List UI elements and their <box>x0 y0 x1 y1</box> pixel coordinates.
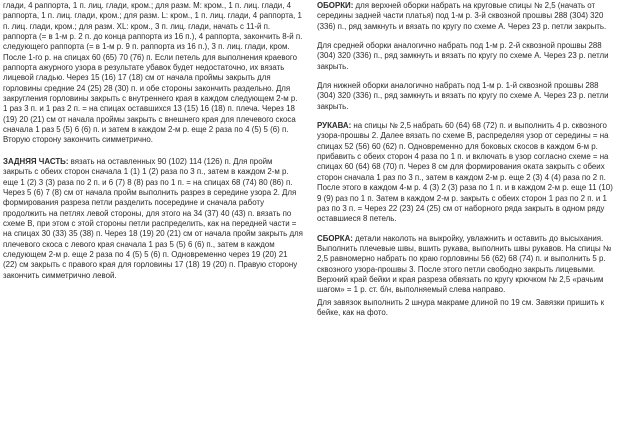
bottom-ruffle-paragraph: Для нижней оборки аналогично набрать под 1-м р. 1-й сквозной прошвы 288 (304) 320 (336) п., ряд замкнуть и вязать по кругу по схеме А. Через 23 р. петли закрыть. <box>317 81 609 111</box>
ruffles-paragraph <box>317 1 617 32</box>
back-part-heading: ЗАДНЯЯ ЧАСТЬ: <box>3 156 69 166</box>
assembly-heading: СБОРКА: <box>317 233 353 243</box>
assembly-paragraph <box>317 234 617 296</box>
back-part-text: вязать на оставленных 90 (102) 114 (126) п. Для пройм закрыть с обеих сторон сначала 1 (1) 1 (2) раза по 3 п., затем в каждом 2-м р. еще 1 (2) 3 (3) раза по 2 п. и 6 (7) 8 (8) раз по 1 п. = на спицах 68 (74) 80 (86) п. Через 5 (6) 7 (8) см от начала пройм выполнить разрез в середине узора 2. Для формирования разреза петли разделить посередине и сначала работу продолжить на петлях левой стороны, для этого на 34 (37) 40 (43) п. вязать по схеме В, при этом с этой стороны петли распределить, как на передней части = на спицах 30 (33) 35 (38) п. Через 18 (19) 20 (21) см от начала пройм закрыть для плечевого скоса с левого края сначала 1 раз 5 (5) 6 (6) п., затем в каждом следующем 2-м р. еще 2 раза по 4 (5) 5 (6) п. Одновременно через 19 (20) 21 (22) см закрыть с правого края для горловины 17 (18) 19 (20) п. Правую сторону закончить симметрично левой. <box>3 156 303 280</box>
assembly-text: детали наколоть на выкройку, увлажнить и оставить до высыхания. Выполнить плечевые швы, вшить рукава, выполнить швы рукавов. На спицы № 2,5 равномерно набрать по краю горловины 56 (62) 68 (74) п. и выполнить 5 р. сквозного узора-прошвы 3. После этого петли свободно закрыть лицевыми. Верхний край бейки и края разреза обвязать по кругу крючком № 2,5 «рачьим шагом» = 1 р. ст. б/н, выполняемый слева направо. <box>317 233 612 295</box>
sleeves-paragraph <box>317 121 617 224</box>
ties-paragraph: Для завязок выполнить 2 шнура макраме длиной по 19 см. Завязки пришить к бейке, как на фото. <box>317 297 605 317</box>
front-part-continued-paragraph: глади, 4 раппорта, 1 п. лиц. глади, кром.; для разм. M: кром., 1 п. лиц. глади, 4 раппорта, 1 п. лиц. глади, кром.; для разм. L: кром., 1 п. лиц. глади, 4 раппорта, 1 п. лиц. глади, кром.; для разм. XL: кром., 3 п. лиц. глади, начать с 11-й п. раппорта (= в 1-м р. 2 п. до конца раппорта из 16 п.), 4 раппорта, закончить 8-й п. следующего раппорта (= в 1-м р. 9 п. раппорта из 16 п.), 3 п. лиц. глади, кром. После 1-го р. на спицах 60 (65) 70 (76) п. Если петель для выполнения краевого раппорта ажурного узора в результате убавок будет недостаточно, их вязать лицевой гладью. Через 15 (16) 17 (18) см от начала проймы закрыть для горловины средние 24 (25) 28 (30) п. и обе стороны закончить раздельно. Для закругления горловины закрыть с внутреннего края в каждом следующем 2-м р. 1 раз 3 п. и 1 раз 2 п. = на спицах оставшихся 13 (15) 16 (18) п. плеча. Через 18 (19) 20 (21) см от начала проймы закрыть с внешнего края для плечевого скоса сначала 1 раз 5 (5) 6 (6) п. и затем в каждом 2-м р. еще 2 раза по 4 (5) 5 (6) п. Вторую сторону закончить симметрично. <box>3 1 303 145</box>
right-column <box>317 1 617 318</box>
sleeves-heading: РУКАВА: <box>317 121 352 131</box>
middle-ruffle-paragraph: Для средней оборки аналогично набрать под 1-м р. 2-й сквозной прошвы 288 (304) 320 (336) п., ряд замкнуть и вязать по кругу по схеме А. Через 23 р. петли закрыть. <box>317 41 609 71</box>
back-part-paragraph <box>3 157 303 281</box>
sleeves-text: на спицы № 2,5 набрать 60 (64) 68 (72) п. и выполнить 4 р. сквозного узора-прошвы 2. Далее вязать по схеме В, распределяя узор от середины = на спицах 52 (56) 60 (62) п. Одновременно для боковых скосов в каждом 6-м р. прибавить с обеих сторон 4 раза по 1 п. и включать в узор согласно схеме = на спицах 60 (64) 68 (70) п. Через 8 см для формирования оката закрыть с обеих сторон сначала 1 раз по 3 п., затем в каждом 2-м р. еще 2 (3) 4 (4) раза по 2 п. После этого в каждом 4-м р. 4 (3) 2 (3) раза по 1 п. и в каждом 2-м р. еще 11 (10) 9 (9) раз по 1 п. Затем в каждом 2-м р. закрыть с обеих сторон 1 раз по 2 п. и 1 раз по 3 п. = Через 22 (23) 24 (25) см от наборного ряда закрыть в одном ряду оставшиеся 8 петель. <box>317 121 613 224</box>
left-column <box>3 1 303 281</box>
ruffles-heading: ОБОРКИ: <box>317 1 354 10</box>
ruffles-text: для верхней оборки набрать на круговые спицы № 2,5 (начать от середины задней части платья) под 1-м р. 3-й сквозной прошвы 288 (304) 320 (336) п., ряд замкнуть и вязать по кругу по схеме А. Через 23 р. петли закрыть. <box>317 1 607 31</box>
